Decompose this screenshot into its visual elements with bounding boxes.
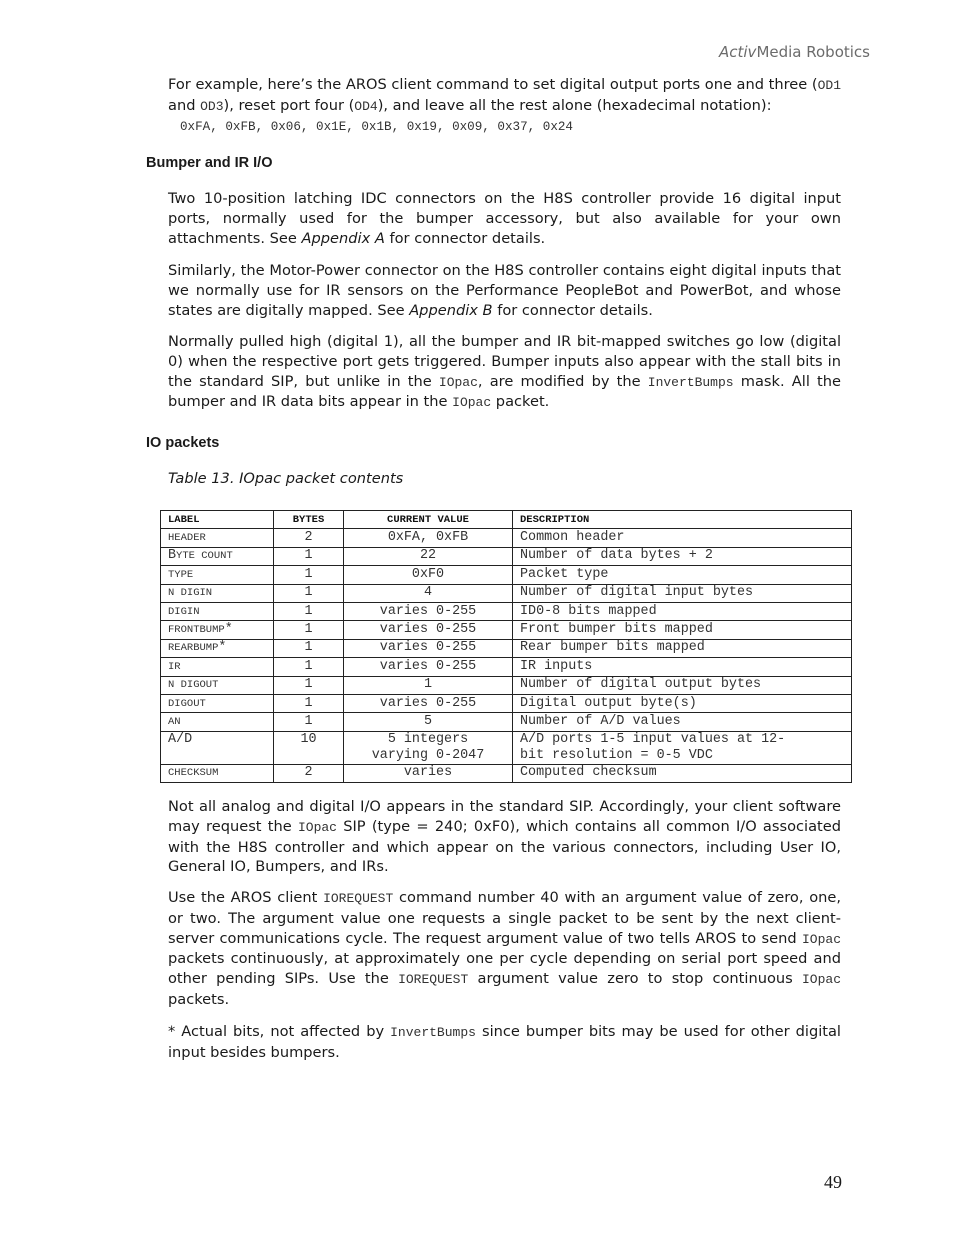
column-header: DESCRIPTION: [513, 511, 852, 529]
row-description: Number of data bytes + 2: [513, 547, 852, 565]
text: and: [168, 96, 201, 114]
table-row: [161, 602, 852, 620]
running-header: [719, 43, 870, 61]
row-description: Front bumper bits mapped: [513, 621, 852, 639]
column-header: BYTES: [274, 511, 344, 529]
brand-rest: Media Robotics: [756, 43, 870, 61]
text: for connector details.: [492, 301, 653, 319]
label-first-letter: B: [168, 548, 177, 564]
row-bytes: 1: [274, 547, 344, 565]
row-description: Number of A/D values: [513, 713, 852, 731]
table-row: [161, 676, 852, 694]
table-caption: Table 13. IOpac packet contents: [168, 470, 404, 487]
row-value: 5: [344, 713, 513, 731]
text: Similarly, the Motor-Power connector on the H8S controller contains eight digital inputs that we normally use for IR sensors on the Performance PeopleBot and PowerBot, and whose states are digitally mapped. See: [168, 262, 841, 319]
row-value: [344, 731, 513, 764]
row-value: 0xF0: [344, 566, 513, 584]
text: ), reset port four (: [223, 96, 355, 114]
row-bytes: 2: [274, 529, 344, 547]
row-label: N DIGOUT: [161, 676, 274, 694]
table-header-row: [161, 511, 852, 529]
page-number: 49: [824, 1172, 842, 1192]
row-description: Computed checksum: [513, 764, 852, 782]
text: Use the AROS client: [168, 889, 324, 906]
text: packets continuously, at approximately one per cycle depending on serial port speed and other pending SIPs. Use the: [168, 950, 841, 988]
code-example: 0xFA, 0xFB, 0x06, 0x1E, 0x1B, 0x19, 0x09, 0x37, 0x24: [180, 120, 573, 134]
label-rest: YTE COUNT: [176, 550, 233, 563]
code-od3: OD3: [200, 98, 224, 114]
row-description: ID0-8 bits mapped: [513, 602, 852, 620]
column-header: LABEL: [161, 511, 274, 529]
bumper-paragraph-3: [168, 332, 841, 413]
code-iopac: IOpac: [438, 374, 478, 390]
text: packets.: [168, 990, 230, 1008]
io-paragraph-2: [168, 888, 841, 1010]
footnote: [168, 1022, 841, 1063]
row-bytes: 1: [274, 676, 344, 694]
label-text: FRONTBUMP: [168, 624, 225, 637]
intro-paragraph: [168, 75, 841, 117]
table-row: [161, 547, 852, 565]
row-bytes: 1: [274, 713, 344, 731]
row-description: [513, 731, 852, 764]
text: for connector details.: [384, 229, 546, 247]
row-label: HEADER: [161, 529, 274, 547]
text: mask. All the bumper and IR data bits appear in the: [168, 372, 842, 411]
row-value: 22: [344, 547, 513, 565]
appendix-a-ref: Appendix A: [301, 229, 385, 247]
text: packet.: [491, 393, 550, 411]
table-row: [161, 658, 852, 676]
label-text: REARBUMP: [168, 642, 219, 655]
value-line: 5 integers: [387, 731, 469, 747]
column-header: CURRENT VALUE: [344, 511, 513, 529]
table-row: [161, 764, 852, 782]
code-od4: OD4: [354, 98, 378, 114]
text: argument value zero to stop continuous: [468, 970, 802, 988]
text: since bumper bits may be used for other digital input besides bumpers.: [168, 1023, 841, 1061]
row-bytes: 1: [274, 639, 344, 657]
row-bytes: 2: [274, 764, 344, 782]
row-bytes: 1: [274, 602, 344, 620]
description-line: bit resolution = 0-5 VDC: [520, 747, 713, 763]
brand-italic: Activ: [719, 43, 757, 61]
section-heading-io-packets: IO packets: [146, 435, 220, 451]
row-description: Packet type: [513, 566, 852, 584]
row-label: CHECKSUM: [161, 764, 274, 782]
row-value: varies 0-255: [344, 658, 513, 676]
row-label: [161, 547, 274, 565]
row-label: DIGOUT: [161, 694, 274, 712]
table-row: [161, 584, 852, 602]
row-label: IR: [161, 658, 274, 676]
row-bytes: 1: [274, 566, 344, 584]
table-row: [161, 566, 852, 584]
row-label: A/D: [161, 731, 274, 764]
table-row: [161, 713, 852, 731]
text: Two 10-position latching IDC connectors on the H8S controller provide 16 digital input ports, normally used for the bumper accessory, but also available for your own attachments. See: [168, 190, 841, 247]
row-bytes: 1: [274, 621, 344, 639]
iopac-table: [160, 510, 852, 783]
value-line: varying 0-2047: [371, 747, 485, 763]
row-description: Rear bumper bits mapped: [513, 639, 852, 657]
row-description: Digital output byte(s): [513, 694, 852, 712]
row-bytes: 1: [274, 658, 344, 676]
io-paragraph-1: [168, 797, 841, 877]
code-iorequest: IOREQUEST: [323, 891, 394, 906]
row-value: varies 0-255: [344, 602, 513, 620]
row-label: N DIGIN: [161, 584, 274, 602]
row-bytes: 10: [274, 731, 344, 764]
row-value: 0xFA, 0xFB: [344, 529, 513, 547]
row-value: varies 0-255: [344, 639, 513, 657]
row-label: TYPE: [161, 566, 274, 584]
text: For example, here’s the AROS client command to set digital output ports one and three (: [168, 76, 818, 93]
text: ), and leave all the rest alone (hexadecimal notation):: [377, 96, 772, 114]
row-value: varies 0-255: [344, 621, 513, 639]
row-value: 4: [344, 584, 513, 602]
code-iorequest: IOREQUEST: [398, 972, 469, 988]
code-invertbumps: InvertBumps: [647, 374, 734, 390]
row-label: [161, 621, 274, 639]
code-invertbumps: InvertBumps: [390, 1025, 476, 1040]
description-line: A/D ports 1-5 input values at 12-: [520, 731, 786, 747]
code-iopac: IOpac: [452, 395, 492, 411]
row-label: AN: [161, 713, 274, 731]
row-description: Common header: [513, 529, 852, 547]
row-bytes: 1: [274, 694, 344, 712]
text: Normally pulled high (digital 1), all the bumper and IR bit-mapped switches go low (digital 0) when the respective port gets triggered. Bumper inputs also appear with the stall bits in the standard SIP, but unlike in the: [168, 333, 841, 390]
table-row: [161, 694, 852, 712]
row-value: varies 0-255: [344, 694, 513, 712]
section-heading-bumper-ir: Bumper and IR I/O: [146, 155, 273, 171]
code-iopac: IOpac: [801, 972, 841, 988]
row-bytes: 1: [274, 584, 344, 602]
text: , are modified by the: [477, 372, 648, 390]
row-label: DIGIN: [161, 602, 274, 620]
table-row: [161, 529, 852, 547]
row-value: 1: [344, 676, 513, 694]
text: command number 40 with an argument value of zero, one, or two. The argument value one requests a single packet to be sent by the next client-server communications cycle. The request argument value of two tells AROS to send: [168, 889, 841, 947]
table-row: [161, 639, 852, 657]
code-iopac: IOpac: [297, 819, 337, 835]
asterisk-mark: *: [224, 622, 233, 638]
bumper-paragraph-1: [168, 189, 841, 248]
row-value: varies: [344, 764, 513, 782]
code-iopac: IOpac: [801, 931, 841, 947]
text: SIP (type = 240; 0xF0), which contains all common I/O associated with the H8S controller and which appear on the various connectors, including User IO, General IO, Bumpers, and IRs.: [168, 817, 841, 876]
row-label: [161, 639, 274, 657]
table-row: [161, 731, 852, 764]
appendix-b-ref: Appendix B: [409, 301, 493, 319]
row-description: Number of digital input bytes: [513, 584, 852, 602]
row-description: IR inputs: [513, 658, 852, 676]
bumper-paragraph-2: [168, 261, 841, 320]
table-row: [161, 621, 852, 639]
text: * Actual bits, not affected by: [168, 1023, 391, 1040]
text: Not all analog and digital I/O appears in the standard SIP. Accordingly, your client software may request the: [168, 798, 841, 835]
row-description: Number of digital output bytes: [513, 676, 852, 694]
code-od1: OD1: [817, 78, 841, 93]
asterisk-mark: *: [218, 640, 227, 656]
